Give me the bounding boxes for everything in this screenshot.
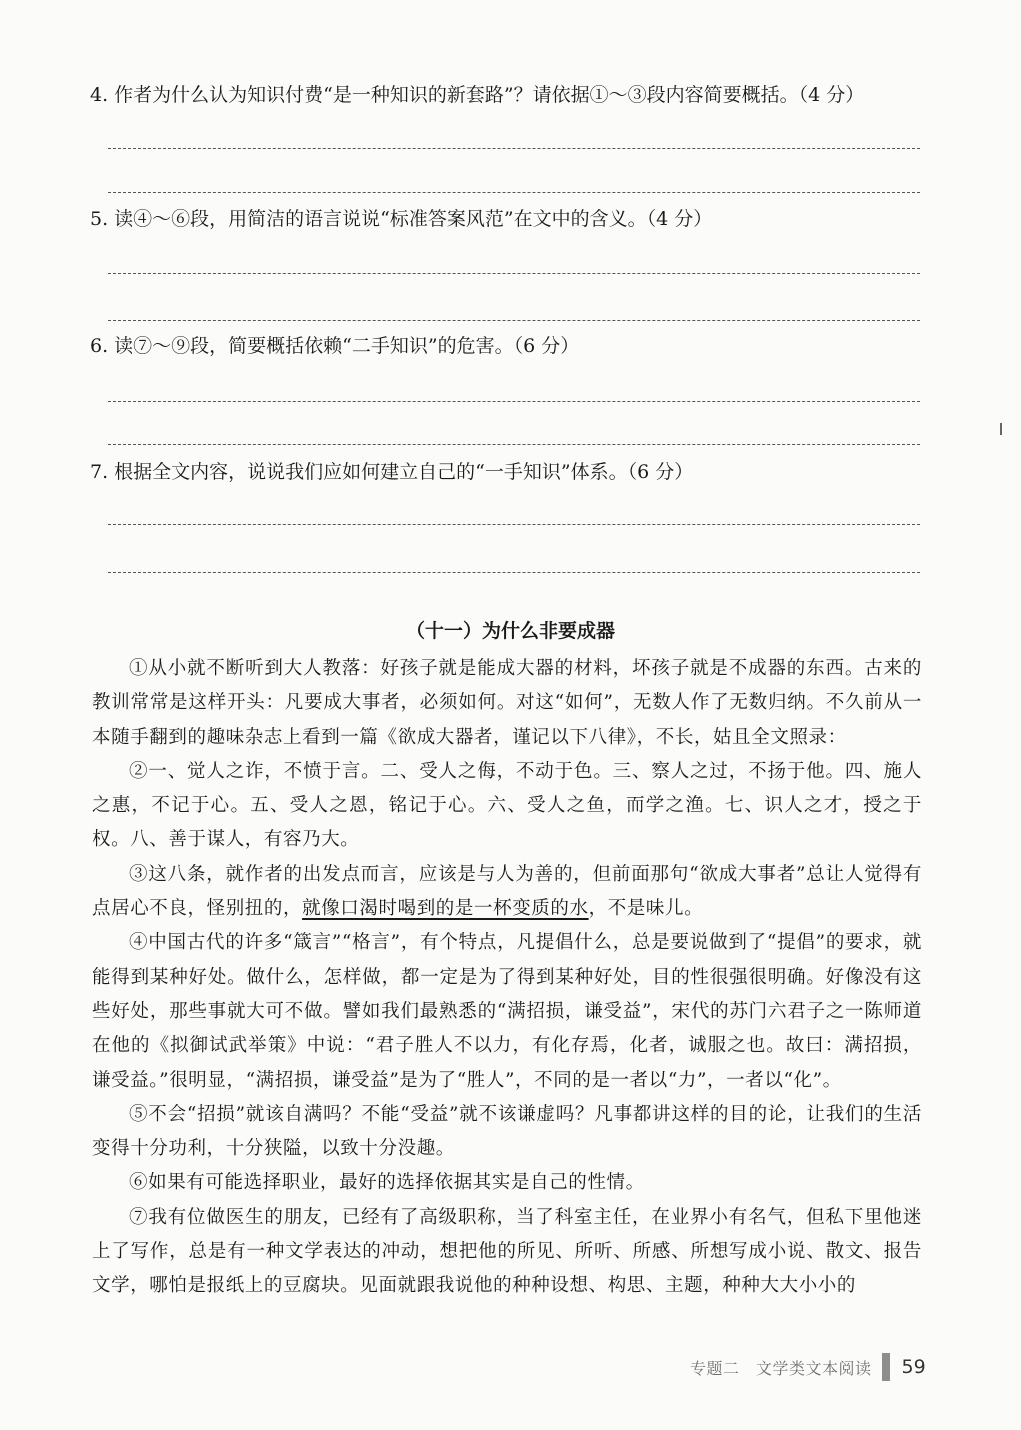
answer-line[interactable] xyxy=(108,273,920,274)
answer-line[interactable] xyxy=(108,320,920,321)
question-5: 5. 读④～⑥段，用简洁的语言说说“标准答案风范”在文中的含义。（4 分） xyxy=(90,208,713,230)
answer-line[interactable] xyxy=(108,444,920,445)
section-title: （十一）为什么非要成器 xyxy=(405,620,615,642)
paragraph-5: ⑤不会“招损”就该自满吗？不能“受益”就不该谦虚吗？凡事都讲这样的目的论，让我们的生活变得十分功利，十分狭隘，以致十分没趣。 xyxy=(92,1103,922,1160)
question-4: 4. 作者为什么认为知识付费“是一种知识的新套路”？请依据①～③段内容简要概括。（4 分） xyxy=(90,84,865,106)
paragraph-1: ①从小就不断听到大人教落：好孩子就是能成大器的材料，坏孩子就是不成器的东西。古来的教训常常是这样开头：凡要成大事者，必须如何。对这“如何”，无数人作了无数归纳。不久前从一本随手翻到的趣味杂志上看到一篇《欲成大器者，谨记以下八律》，不长，姑且全文照录： xyxy=(92,658,922,748)
paragraph-7: ⑦我有位做医生的朋友，已经有了高级职称，当了科室主任，在业界小有名气，但私下里他迷上了写作，总是有一种文学表达的冲动，想把他的所见、所听、所感、所想写成小说、散文、报告文学，哪怕是报纸上的豆腐块。见面就跟我说他的种种设想、构思、主题，种种大大小小的 xyxy=(92,1206,922,1297)
paragraph-4: ④中国古代的许多“箴言”“格言”，有个特点，凡提倡什么，总是要说做到了“提倡”的要求，就能得到某种好处。做什么，怎样做，都一定是为了得到某种好处，目的性很强很明确。好像没有这些好处，那些事就大可不做。譬如我们最熟悉的“满招损，谦受益”，宋代的苏门六君子之一陈师道在他的《拟御试武举策》中说：“君子胜人不以力，有化存焉，化者，诚服之也。故曰：满招损，谦受益。”很明显，“满招损，谦受益”是为了“胜人”，不同的是一者以“力”，一者以“化”。 xyxy=(92,932,922,1091)
answer-line[interactable] xyxy=(108,524,920,525)
answer-line[interactable] xyxy=(108,148,920,149)
article-body xyxy=(92,652,922,1304)
paragraph-3-ending: ，不是味儿。 xyxy=(588,898,704,920)
question-7: 7. 根据全文内容，说说我们应如何建立自己的“一手知识”体系。（6 分） xyxy=(90,461,694,483)
underlined-sentence: 就像口渴时喝到的是一杯变质的水 xyxy=(302,898,589,920)
answer-line[interactable] xyxy=(108,192,920,193)
scan-edge-mark xyxy=(1000,423,1002,435)
footer-divider-bar xyxy=(882,1353,890,1381)
question-6: 6. 读⑦～⑨段，简要概括依赖“二手知识”的危害。（6 分） xyxy=(90,335,580,357)
paragraph-3-text: ③这八条，就作者的出发点而言，应该是与人为善的，但前面那句“欲成大事者”总让人觉得有点居心不良，怪别扭的， xyxy=(92,863,922,920)
answer-line[interactable] xyxy=(108,572,920,573)
footer-section-label: 专题二 文学类文本阅读 xyxy=(690,1358,872,1378)
page-footer xyxy=(690,1352,926,1382)
paragraph-2: ②一、觉人之诈，不愤于言。二、受人之侮，不动于色。三、察人之过，不扬于他。四、施人之惠，不记于心。五、受人之恩，铭记于心。六、受人之鱼，而学之渔。七、识人之才，授之于权。八、善于谋人，有容乃大。 xyxy=(92,760,922,851)
page-number: 59 xyxy=(901,1356,926,1378)
paragraph-6: ⑥如果有可能选择职业，最好的选择依据其实是自己的性情。 xyxy=(129,1172,645,1194)
paragraph-3 xyxy=(92,858,922,927)
answer-line[interactable] xyxy=(108,401,920,402)
